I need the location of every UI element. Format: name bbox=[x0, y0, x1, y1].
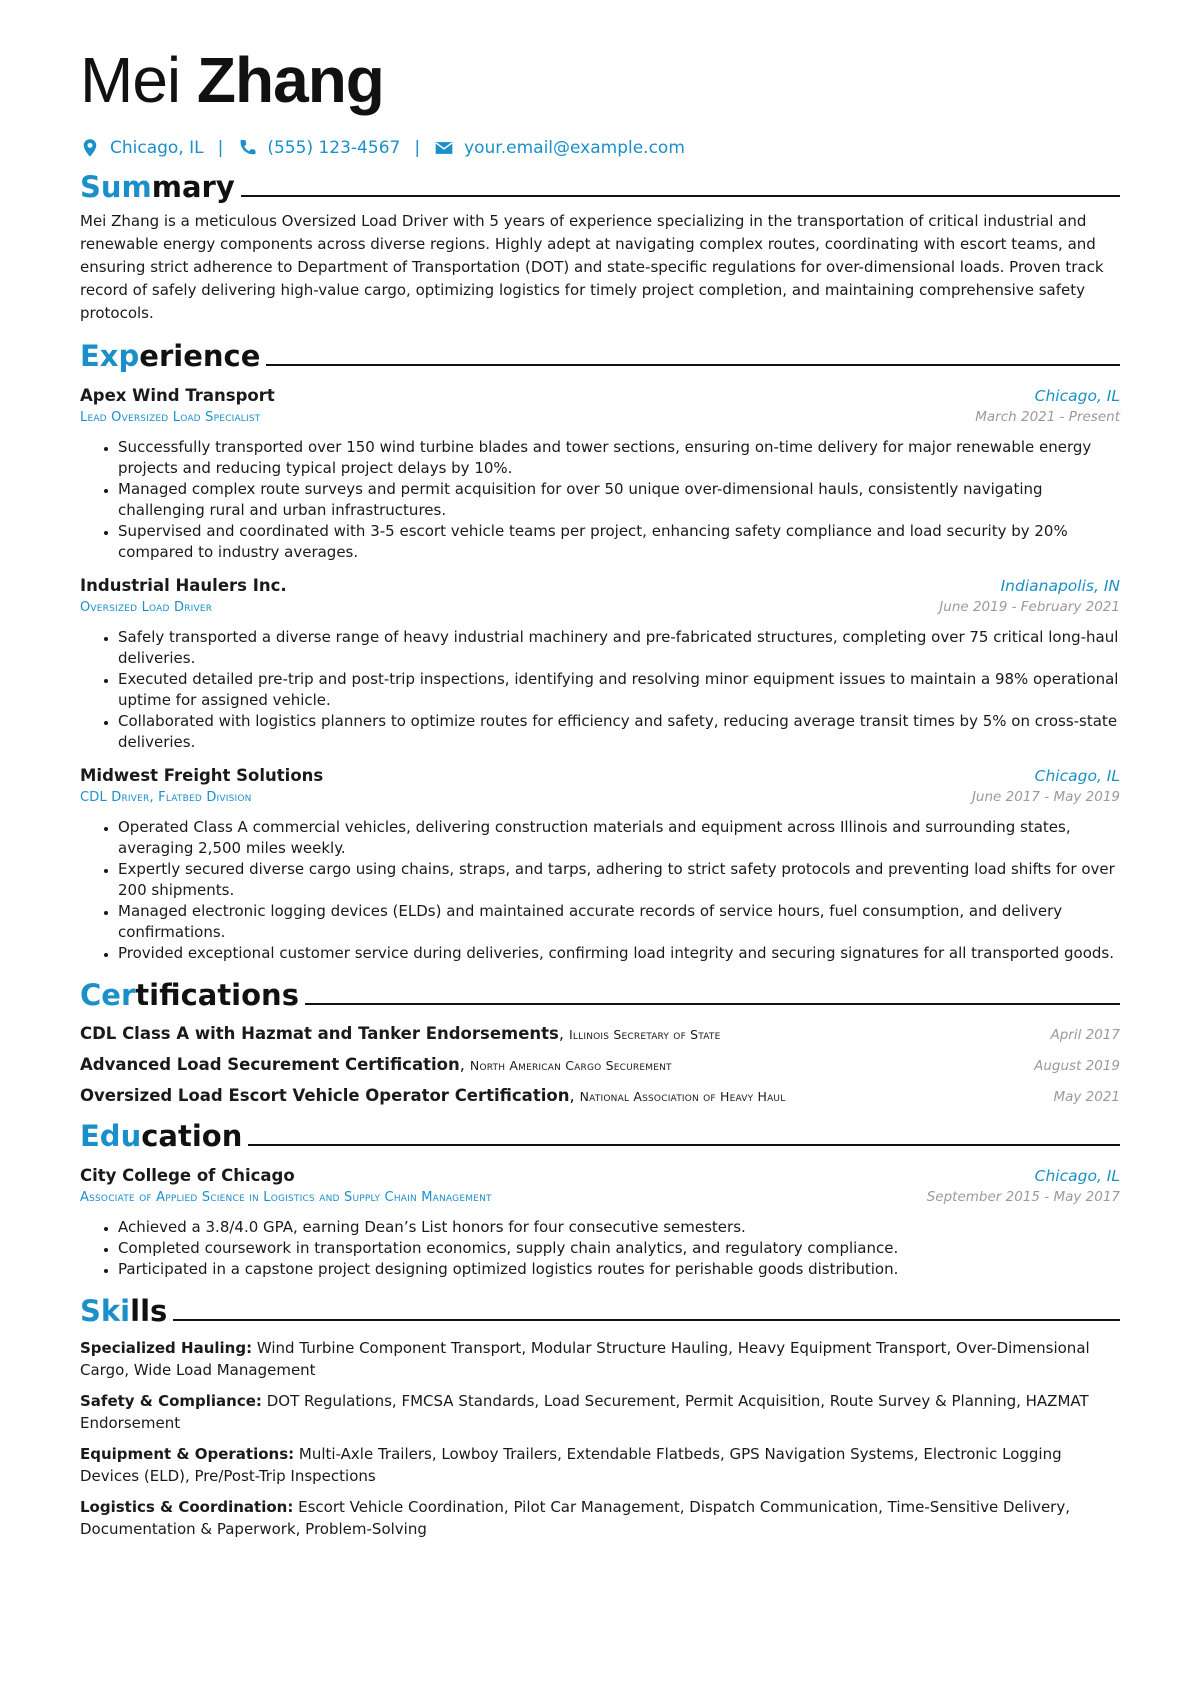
contact-separator: | bbox=[217, 138, 224, 158]
candidate-name bbox=[80, 44, 1120, 116]
bullet-item: • Participated in a capstone project designing optimized logistics routes for perishable goods distribution. bbox=[118, 1259, 1120, 1280]
bullet-item: • Collaborated with logistics planners to optimize routes for efficiency and safety, reducing average transit times by 5% on cross-state deliveries. bbox=[118, 711, 1120, 753]
skill-group-label: Logistics & Coordination: bbox=[80, 1498, 294, 1516]
certification-name: Oversized Load Escort Vehicle Operator Certification bbox=[80, 1086, 570, 1105]
section-rule bbox=[241, 195, 1120, 197]
job-title: CDL Driver, Flatbed Division bbox=[80, 790, 252, 805]
company-name: Midwest Freight Solutions bbox=[80, 766, 324, 785]
summary-heading bbox=[80, 170, 1120, 204]
skill-group bbox=[80, 1337, 1120, 1381]
skill-group-items: Multi-Axle Trailers, Lowboy Trailers, Extendable Flatbeds, GPS Navigation Systems, Electronic Logging Devices (ELD), Pre/Post-Trip Inspections bbox=[80, 1445, 1062, 1485]
skill-group-items: DOT Regulations, FMCSA Standards, Load Securement, Permit Acquisition, Route Survey & Planning, HAZMAT Endorsement bbox=[80, 1392, 1089, 1432]
contact-phone[interactable] bbox=[237, 138, 400, 158]
bullet-item: • Expertly secured diverse cargo using chains, straps, and tarps, adhering to strict safety protocols and preventing load shifts for over 200 shipments. bbox=[118, 859, 1120, 901]
skills-heading bbox=[80, 1294, 1120, 1328]
bullet-item: • Successfully transported over 150 wind turbine blades and tower sections, ensuring on-time delivery for major renewable energy projects and reducing typical project delays by 10%. bbox=[118, 437, 1120, 479]
bullet-item: • Safely transported a diverse range of heavy industrial machinery and pre-fabricated structures, completing over 75 critical long-haul deliveries. bbox=[118, 627, 1120, 669]
certification-date: May 2021 bbox=[1053, 1089, 1120, 1105]
bullet-item: • Managed electronic logging devices (ELDs) and maintained accurate records of service hours, fuel consumption, and delivery confirmations. bbox=[118, 901, 1120, 943]
bullet-item: • Achieved a 3.8/4.0 GPA, earning Dean’s List honors for four consecutive semesters. bbox=[118, 1217, 1120, 1238]
skill-group-label: Safety & Compliance: bbox=[80, 1392, 262, 1410]
skill-group bbox=[80, 1496, 1120, 1540]
bullet-item: • Managed complex route surveys and permit acquisition for over 50 unique over-dimensional hauls, consistently navigating challenging rural and urban infrastructures. bbox=[118, 479, 1120, 521]
job-dates: June 2017 - May 2019 bbox=[971, 789, 1120, 805]
job-title: Oversized Load Driver bbox=[80, 600, 213, 615]
skill-group-label: Equipment & Operations: bbox=[80, 1445, 295, 1463]
certifications-title-accent: Cer bbox=[80, 978, 136, 1012]
job-dates: June 2019 - February 2021 bbox=[939, 599, 1120, 615]
summary-title-accent: Sum bbox=[80, 170, 152, 204]
section-rule bbox=[305, 1003, 1120, 1005]
degree-name: Associate of Applied Science in Logistics and Supply Chain Management bbox=[80, 1190, 492, 1205]
envelope-icon bbox=[434, 138, 454, 158]
certifications-title-rest: tifications bbox=[135, 978, 299, 1012]
certification-name: CDL Class A with Hazmat and Tanker Endorsements bbox=[80, 1024, 559, 1043]
first-name: Mei bbox=[80, 44, 181, 116]
skills-title-accent: Ski bbox=[80, 1294, 131, 1328]
certification-item: CDL Class A with Hazmat and Tanker Endorsements, Illinois Secretary of State April 2017 bbox=[80, 1024, 1120, 1043]
skills-title-rest: lls bbox=[130, 1294, 168, 1328]
skill-group-items: Escort Vehicle Coordination, Pilot Car Management, Dispatch Communication, Time-Sensitive Delivery, Documentation & Paperwork, Problem-Solving bbox=[80, 1498, 1070, 1538]
education-bullets bbox=[80, 1217, 1120, 1280]
resume-page bbox=[80, 44, 1120, 1540]
phone-text[interactable]: (555) 123-4567 bbox=[267, 138, 401, 158]
bullet-item: • Completed coursework in transportation economics, supply chain analytics, and regulatory compliance. bbox=[118, 1238, 1120, 1259]
contact-location bbox=[80, 138, 204, 158]
job-location: Indianapolis, IN bbox=[1000, 577, 1120, 595]
company-name: Industrial Haulers Inc. bbox=[80, 576, 287, 595]
certification-item: Advanced Load Securement Certification, North American Cargo Securement August 2019 bbox=[80, 1055, 1120, 1074]
job-entry bbox=[80, 575, 1120, 753]
contact-separator: | bbox=[414, 138, 421, 158]
skill-group bbox=[80, 1390, 1120, 1434]
certifications-heading bbox=[80, 978, 1120, 1012]
certification-issuer: National Association of Heavy Haul bbox=[579, 1089, 786, 1104]
bullet-item: • Supervised and coordinated with 3-5 escort vehicle teams per project, enhancing safety compliance and load security by 20% compared to industry averages. bbox=[118, 521, 1120, 563]
education-heading bbox=[80, 1119, 1120, 1153]
summary-text: Mei Zhang is a meticulous Oversized Load Driver with 5 years of experience specializing in the transportation of critical industrial and renewable energy components across diverse regions. Highly adept at navigating complex routes, coordinating with escort teams, and ensuring strict adherence to Department of Transportation (DOT) and state-specific regulations for over-dimensional loads. Proven track record of safely delivering high-value cargo, optimizing logistics for timely project completion, and maintaining comprehensive safety protocols. bbox=[80, 212, 1104, 322]
section-rule bbox=[248, 1144, 1120, 1146]
job-entry bbox=[80, 765, 1120, 964]
experience-title-rest: erience bbox=[139, 339, 261, 373]
school-location: Chicago, IL bbox=[1034, 1167, 1120, 1185]
phone-icon bbox=[237, 138, 257, 158]
certification-name: Advanced Load Securement Certification bbox=[80, 1055, 460, 1074]
education-entry bbox=[80, 1165, 1120, 1280]
bullet-item: • Executed detailed pre-trip and post-trip inspections, identifying and resolving minor equipment issues to maintain a 98% operational uptime for assigned vehicle. bbox=[118, 669, 1120, 711]
skill-group bbox=[80, 1443, 1120, 1487]
job-title: Lead Oversized Load Specialist bbox=[80, 410, 261, 425]
job-location: Chicago, IL bbox=[1034, 767, 1120, 785]
job-location: Chicago, IL bbox=[1034, 387, 1120, 405]
education-dates: September 2015 - May 2017 bbox=[926, 1189, 1120, 1205]
skill-group-items: Wind Turbine Component Transport, Modular Structure Hauling, Heavy Equipment Transport, Over-Dimensional Cargo, Wide Load Management bbox=[80, 1339, 1090, 1379]
map-pin-icon bbox=[80, 138, 100, 158]
certification-issuer: Illinois Secretary of State bbox=[569, 1027, 721, 1042]
certification-item: Oversized Load Escort Vehicle Operator Certification, National Association of Heavy Haul May 2021 bbox=[80, 1086, 1120, 1105]
job-bullets bbox=[80, 437, 1120, 563]
company-name: Apex Wind Transport bbox=[80, 386, 275, 405]
section-rule bbox=[173, 1319, 1120, 1321]
bullet-item: • Operated Class A commercial vehicles, delivering construction materials and equipment across Illinois and surrounding states, averaging 2,500 miles weekly. bbox=[118, 817, 1120, 859]
location-text: Chicago, IL bbox=[110, 138, 204, 158]
certification-date: August 2019 bbox=[1034, 1058, 1120, 1074]
certification-date: April 2017 bbox=[1050, 1027, 1120, 1043]
job-bullets bbox=[80, 627, 1120, 753]
school-name: City College of Chicago bbox=[80, 1166, 295, 1185]
contact-email[interactable] bbox=[434, 138, 685, 158]
experience-title-accent: Exp bbox=[80, 339, 140, 373]
job-dates: March 2021 - Present bbox=[975, 409, 1120, 425]
job-entry bbox=[80, 385, 1120, 563]
experience-heading bbox=[80, 339, 1120, 373]
bullet-item: • Provided exceptional customer service during deliveries, confirming load integrity and securing signatures for all transported goods. bbox=[118, 943, 1120, 964]
section-rule bbox=[266, 364, 1120, 366]
job-bullets bbox=[80, 817, 1120, 964]
last-name: Zhang bbox=[196, 44, 384, 116]
education-title-rest: cation bbox=[141, 1119, 243, 1153]
skill-group-label: Specialized Hauling: bbox=[80, 1339, 253, 1357]
summary-title-rest: mary bbox=[151, 170, 235, 204]
email-link[interactable]: your.email@example.com bbox=[464, 138, 685, 158]
certification-issuer: North American Cargo Securement bbox=[469, 1058, 672, 1073]
contact-bar bbox=[80, 136, 1120, 160]
education-title-accent: Edu bbox=[80, 1119, 142, 1153]
